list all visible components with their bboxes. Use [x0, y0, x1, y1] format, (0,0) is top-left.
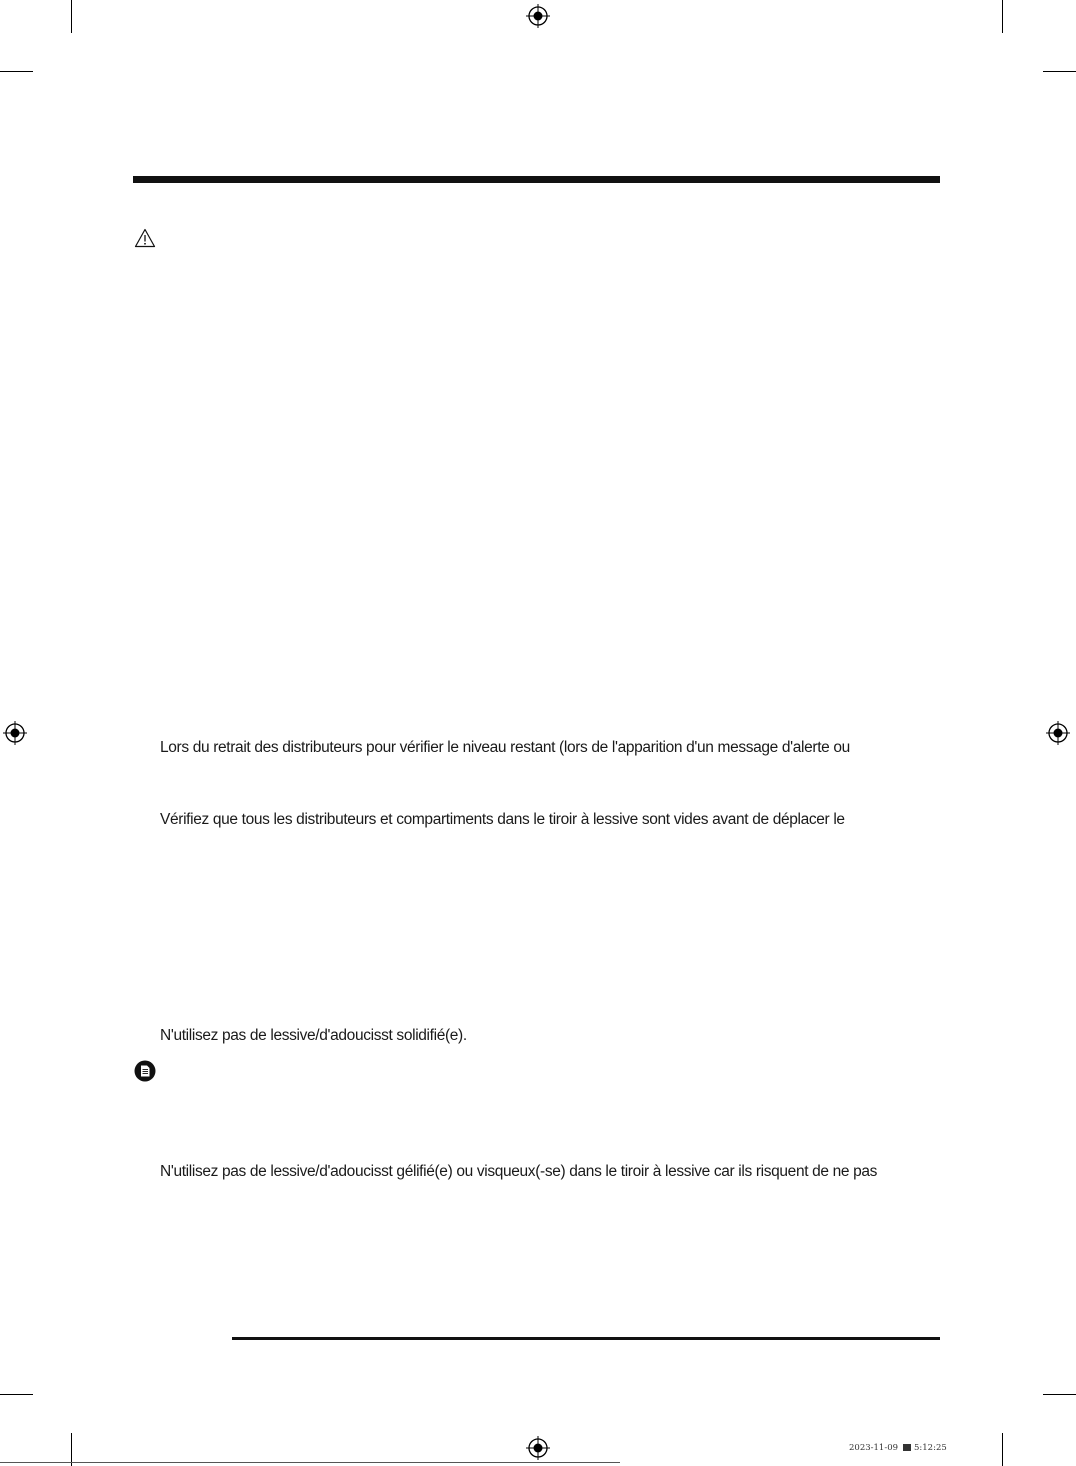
crop-mark — [1002, 1433, 1003, 1466]
stamp-glyph — [903, 1444, 911, 1451]
page-bottom-edge — [0, 1462, 620, 1463]
registration-mark-icon — [525, 1435, 551, 1461]
crop-mark — [0, 1394, 33, 1395]
section-header-rule — [133, 176, 940, 183]
body-text-line: N'utilisez pas de lessive/d'adoucisst gélifié(e) ou visqueux(-se) dans le tiroir à lessive car ils risquent de ne pas — [160, 1163, 878, 1180]
crop-mark — [1043, 1394, 1076, 1395]
body-text-line: Vérifiez que tous les distributeurs et compartiments dans le tiroir à lessive sont vides avant de déplacer le — [160, 811, 845, 828]
footer-rule — [232, 1337, 940, 1340]
registration-mark-icon — [1045, 720, 1071, 746]
crop-mark — [1002, 0, 1003, 33]
print-date: 2023-11-09 — [849, 1443, 899, 1453]
print-time: 5:12:25 — [914, 1443, 947, 1453]
note-icon — [134, 1060, 156, 1082]
registration-mark-icon — [2, 720, 28, 746]
crop-mark — [1043, 71, 1076, 72]
warning-triangle-icon — [134, 228, 156, 248]
body-text-line: N'utilisez pas de lessive/d'adoucisst solidifié(e). — [160, 1027, 467, 1044]
registration-mark-icon — [525, 3, 551, 29]
crop-mark — [71, 0, 72, 33]
body-text-line: Lors du retrait des distributeurs pour vérifier le niveau restant (lors de l'apparition d'un message d'alerte ou — [160, 739, 850, 756]
crop-mark — [0, 71, 33, 72]
